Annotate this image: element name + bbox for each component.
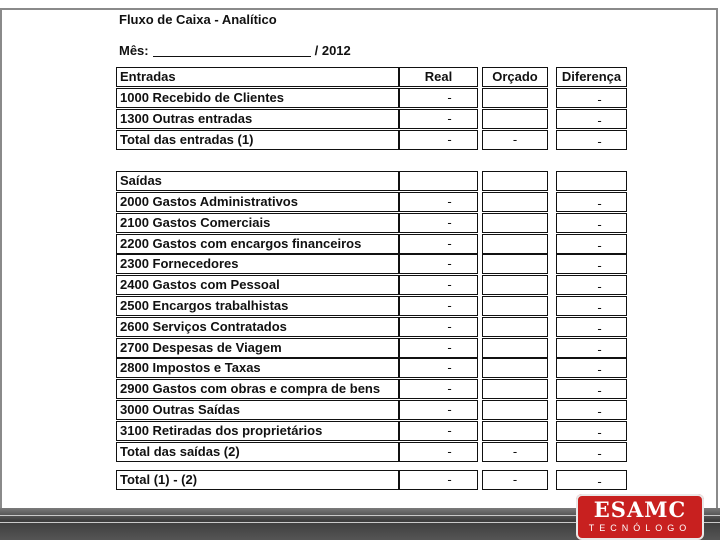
diferenca-value: - [597,474,602,489]
orcado-value: - [512,472,518,487]
row-label: Total das saídas (2) [116,442,399,462]
month-line [119,43,351,58]
orcado-value: - [512,132,518,147]
month-blank [153,56,311,57]
real-value: - [447,215,452,230]
orcado-cell[interactable] [482,109,548,129]
real-value: - [447,277,452,292]
row-label: 3000 Outras Saídas [116,400,399,420]
diferenca-value: - [597,113,602,128]
orcado-cell[interactable] [482,88,548,108]
diferenca-value: - [597,446,602,461]
real-value: - [447,472,452,487]
real-value: - [447,319,452,334]
real-value: - [447,111,452,126]
orcado-cell[interactable] [482,379,548,399]
diferenca-value: - [597,404,602,419]
real-value: - [447,236,452,251]
orcado-cell[interactable] [482,213,548,233]
diferenca-value: - [597,258,602,273]
diferenca-value: - [597,134,602,149]
orcado-cell[interactable] [482,317,548,337]
orcado-cell[interactable] [482,192,548,212]
header-saidas: Saídas [116,171,399,191]
real-value: - [447,381,452,396]
real-value: - [447,423,452,438]
orcado-cell[interactable] [482,296,548,316]
diferenca-value: - [597,383,602,398]
diferenca-value: - [597,238,602,253]
diferenca-value: - [597,342,602,357]
orcado-cell[interactable] [482,338,548,358]
logo-main-text: ESAMC [593,497,687,522]
header-orcado: Orçado [482,67,548,87]
real-value: - [447,90,452,105]
row-label: 2600 Serviços Contratados [116,317,399,337]
row-label: 2700 Despesas de Viagem [116,338,399,358]
orcado-cell[interactable] [482,254,548,274]
diferenca-value: - [597,362,602,377]
row-label: 2100 Gastos Comerciais [116,213,399,233]
row-label: 2000 Gastos Administrativos [116,192,399,212]
orcado-cell[interactable] [482,234,548,254]
orcado-cell[interactable] [482,275,548,295]
diferenca-value: - [597,321,602,336]
real-value: - [447,132,452,147]
real-value: - [447,340,452,355]
month-label: Mês: [119,43,149,58]
esamc-logo [576,494,704,540]
diferenca-value: - [597,217,602,232]
header-entradas: Entradas [116,67,399,87]
real-value: - [447,444,452,459]
row-label: 2500 Encargos trabalhistas [116,296,399,316]
real-value: - [447,360,452,375]
orcado-cell[interactable] [482,358,548,378]
orcado-cell[interactable] [482,400,548,420]
diferenca-value: - [597,279,602,294]
real-value: - [447,402,452,417]
diferenca-value: - [597,425,602,440]
row-label: 2400 Gastos com Pessoal [116,275,399,295]
diferenca-value: - [597,92,602,107]
header-real: Real [399,67,478,87]
row-label: Total das entradas (1) [116,130,399,150]
orcado-value: - [512,444,518,459]
row-label: 1300 Outras entradas [116,109,399,129]
diferenca-value: - [597,196,602,211]
row-label: 3100 Retiradas dos proprietários [116,421,399,441]
row-label: 2800 Impostos e Taxas [116,358,399,378]
page-title: Fluxo de Caixa - Analítico [119,12,277,27]
orcado-cell[interactable] [482,421,548,441]
row-label: 2900 Gastos com obras e compra de bens [116,379,399,399]
row-label: 1000 Recebido de Clientes [116,88,399,108]
row-label: Total (1) - (2) [116,470,399,490]
header-diferenca: Diferença [556,67,627,87]
diferenca-value: - [597,300,602,315]
row-label: 2200 Gastos com encargos financeiros [116,234,399,254]
real-value: - [447,256,452,271]
real-value: - [447,194,452,209]
logo-sub-text: TECNÓLOGO [588,523,692,533]
year-label: / 2012 [314,43,351,58]
real-value: - [447,298,452,313]
row-label: 2300 Fornecedores [116,254,399,274]
